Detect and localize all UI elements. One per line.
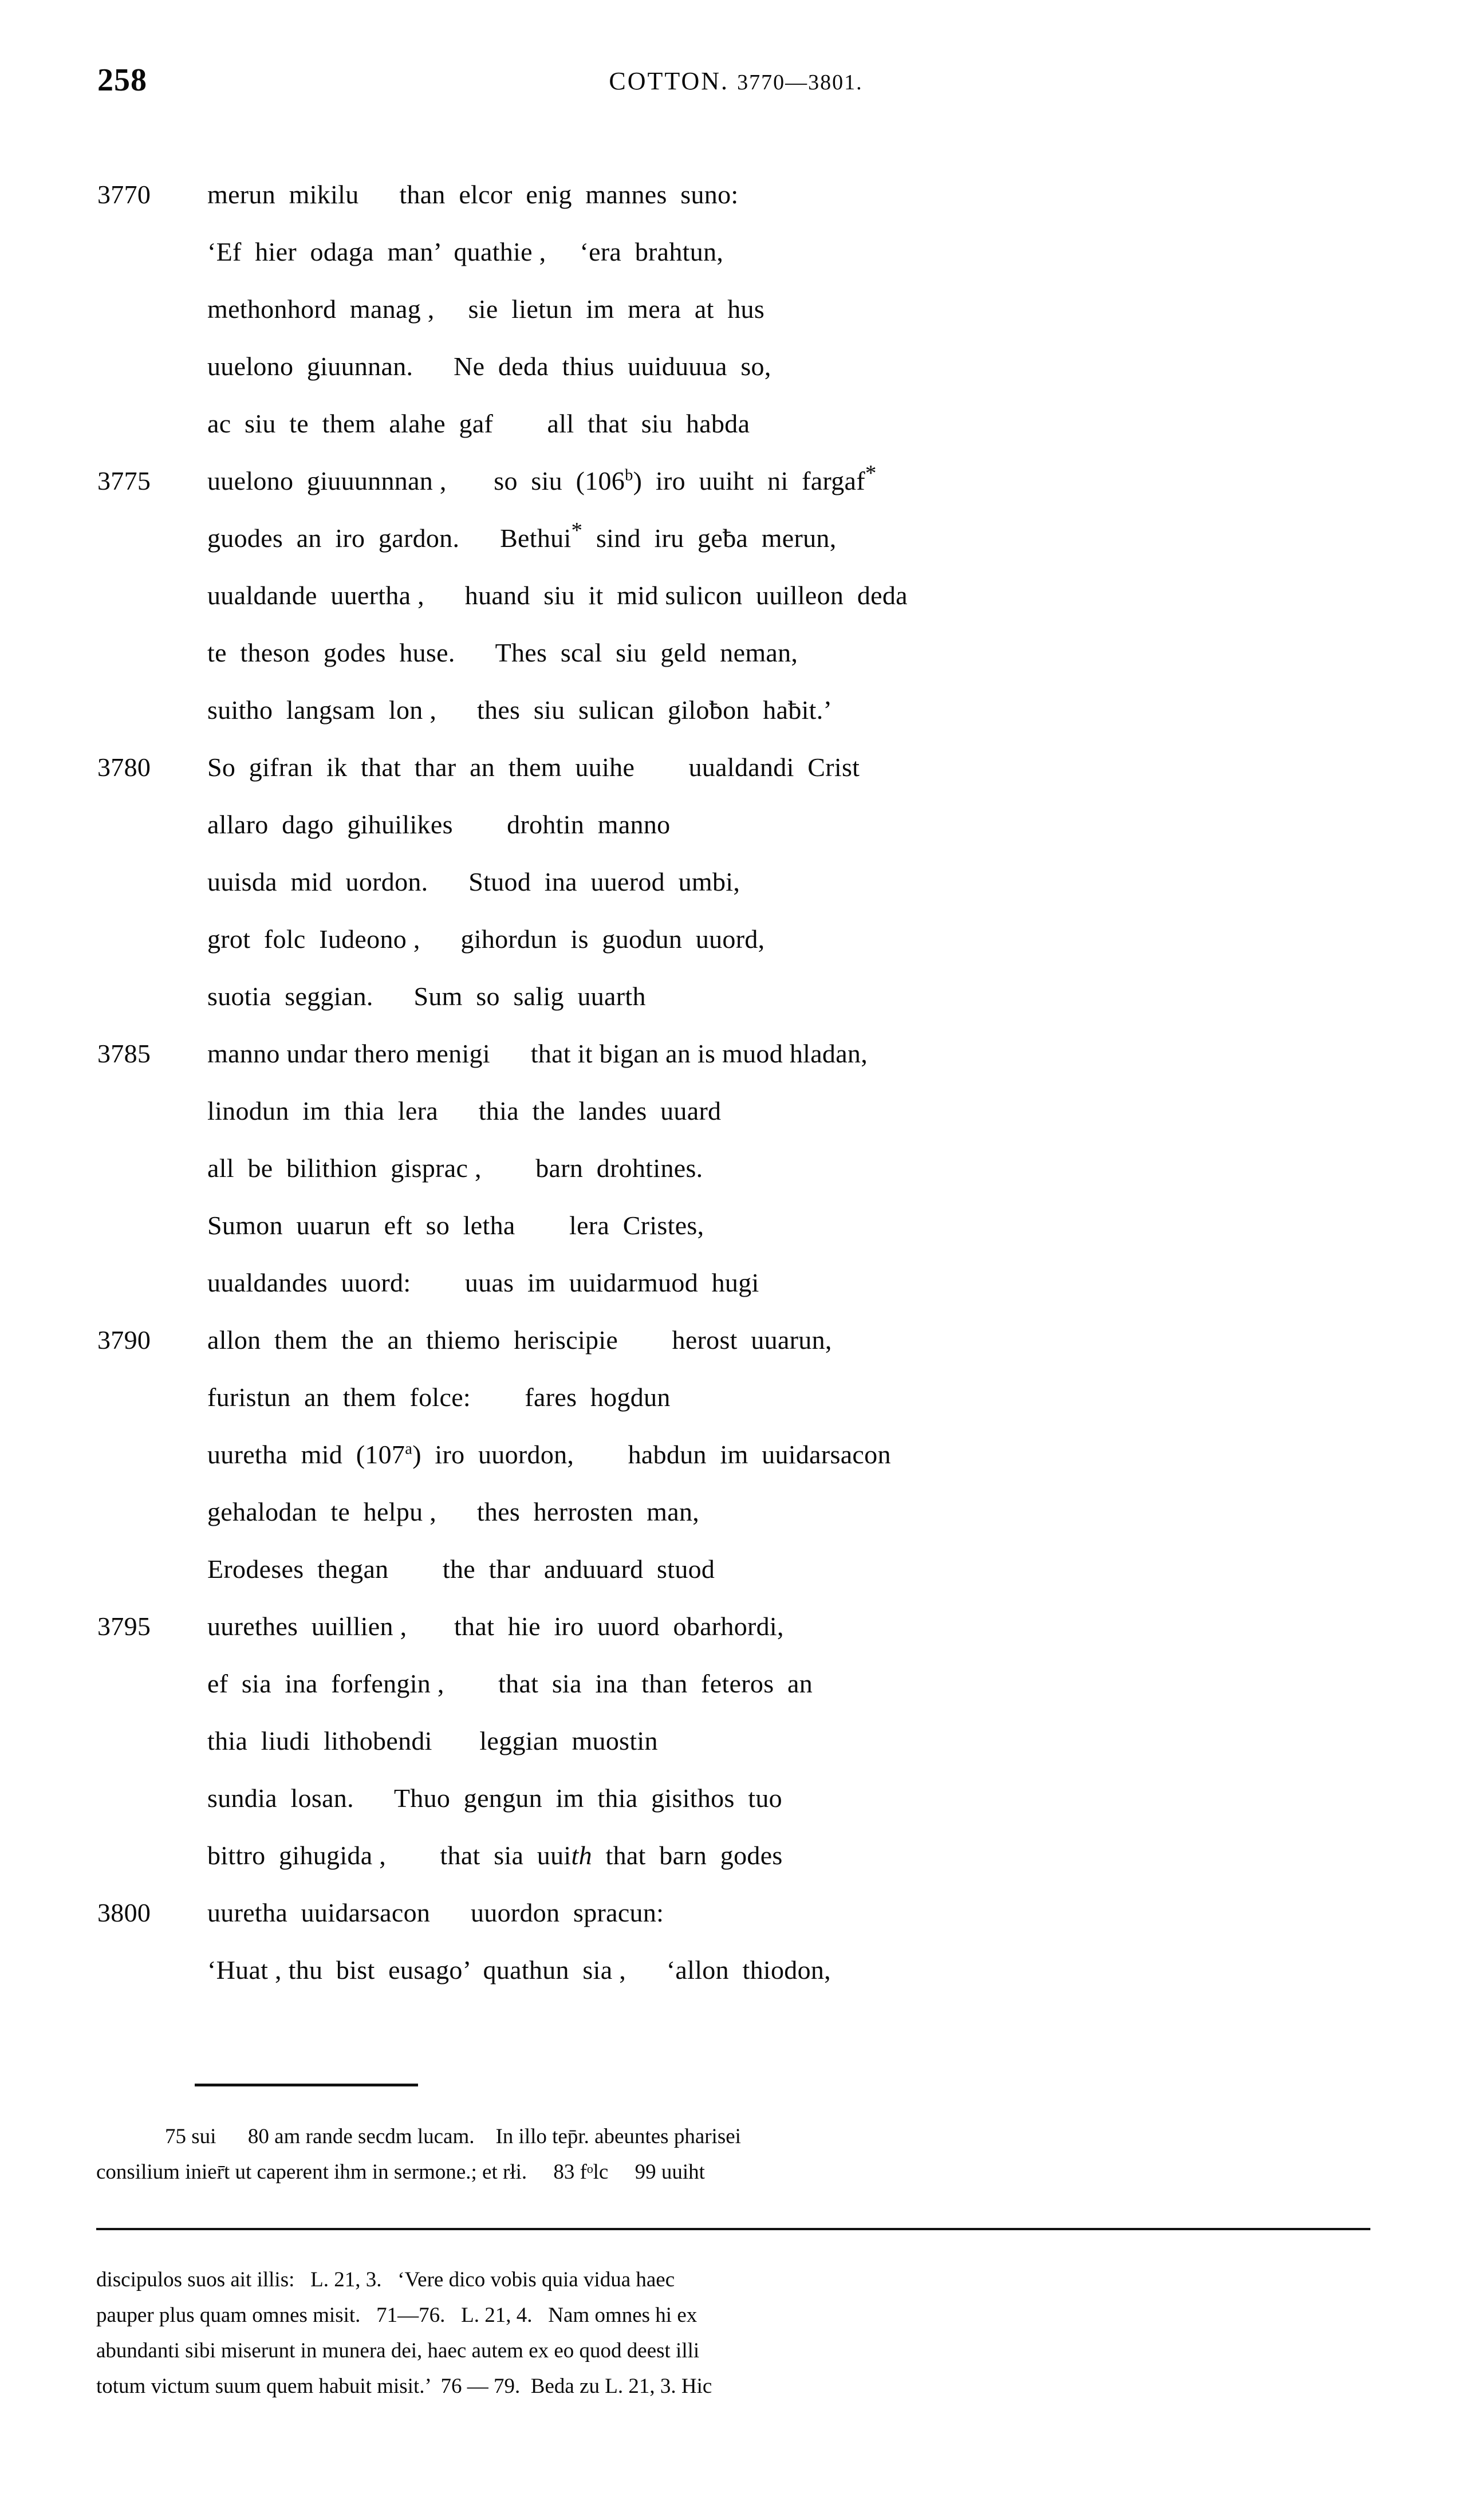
running-head-work: COTTON. [609,67,730,95]
verse-line [97,1140,1392,1197]
verse-line-text: guodes an iro gardon. Bethui* sind iru geƀa merun, [207,518,837,553]
commentary-footnote [96,2262,1379,2404]
verse-line [97,1369,1392,1426]
verse-line [97,1884,1392,1942]
commentary-line: abundanti sibi miserunt in munera dei, haec autem ex eo quod deest illi [96,2339,700,2362]
verse-line [97,1827,1392,1884]
verse-line [97,452,1392,510]
running-head-title [97,69,1374,94]
verse-line-text: uuisda mid uordon. Stuod ina uuerod umbi, [207,867,740,896]
verse-line [97,1770,1392,1827]
verse-line-text: Sumon uuarun eft so letha lera Cristes, [207,1211,704,1240]
verse-line-number: 3780 [97,753,151,782]
verse-line-text: bittro gihugida , that sia uuith that barn godes [207,1841,783,1870]
verse-line-text: suitho langsam lon , thes siu sulican giloƀon haƀit.’ [207,695,833,724]
verse-line-text: gehalodan te helpu , thes herrosten man, [207,1497,700,1526]
critical-apparatus [96,2119,1376,2190]
verse-line-text: uurethes uuillien , that hie iro uuord obarhordi, [207,1612,784,1641]
verse-line-text: ac siu te them alahe gaf all that siu habda [207,409,750,438]
verse-line-text: uualdande uuertha , huand siu it mid sulicon uuilleon deda [207,581,908,610]
page-number: 258 [97,62,147,98]
verse-line [97,1598,1392,1655]
verse-line-text: uuelono giuunnan. Ne deda thius uuiduuua so, [207,352,771,381]
verse-line [97,1197,1392,1254]
apparatus-line: consilium inier̄t ut caperent ihm in sermone.; et rłi. 83 fᵒlc 99 uuiht [96,2160,705,2184]
verse-line [97,338,1392,395]
verse-line [97,682,1392,739]
verse-line-number: 3800 [97,1898,151,1927]
verse-line-text: thia liudi lithobendi leggian muostin [207,1726,658,1755]
verse-line-number: 3770 [97,180,151,209]
verse-line [97,1082,1392,1140]
verse-line-text: grot folc Iudeono , gihordun is guodun uuord, [207,924,765,954]
verse-line-text: manno undar thero menigi that it bigan an is muod hladan, [207,1039,868,1068]
verse-line [97,223,1392,281]
verse-line [97,1254,1392,1312]
verse-line-text: methonhord manag , sie lietun im mera at hus [207,294,765,324]
verse-line-text: allaro dago gihuilikes drohtin manno [207,810,671,839]
verse-line [97,1312,1392,1369]
verse-line [97,1942,1392,1999]
verse-line-number: 3775 [97,466,151,495]
running-head-line-range: 3770—3801. [737,70,863,94]
verse-line [97,510,1392,567]
verse-line-text: uualdandes uuord: uuas im uuidarmuod hugi [207,1268,759,1297]
verse-line-text: linodun im thia lera thia the landes uuard [207,1096,722,1125]
verse-line [97,624,1392,682]
verse-line [97,853,1392,911]
verse-line-number: 3785 [97,1039,151,1068]
commentary-line: totum victum suum quem habuit misit.’ 76 — 79. Beda zu L. 21, 3. Hic [96,2375,712,2398]
verse-line-text: ‘Huat , thu bist eusago’ quathun sia , ‘allon thiodon, [207,1955,831,1984]
verse-line [97,1655,1392,1712]
verse-line [97,567,1392,624]
verse-line-text: uuretha mid (107$^a$) iro uuordon, habdun im uuidarsacon [207,1440,891,1469]
apparatus-divider-rule [195,2084,418,2086]
verse-line-text: suotia seggian. Sum so salig uuarth [207,982,646,1011]
verse-line-text: ‘Ef hier odaga man’ quathie , ‘era brahtun, [207,237,724,266]
verse-line [97,911,1392,968]
verse-line-text: sundia losan. Thuo gengun im thia gisithos tuo [207,1783,782,1813]
apparatus-line: 75 sui 80 am rande secdm lucam. In illo tep̄r. abeuntes pharisei [165,2125,741,2148]
verse-line [97,1483,1392,1541]
verse-line-number: 3795 [97,1612,151,1641]
verse-line-text: Erodeses thegan the thar anduuard stuod [207,1554,715,1584]
verse-line-text: So gifran ik that thar an them uuihe uualdandi Crist [207,753,860,782]
verse-line [97,166,1392,223]
verse-line [97,796,1392,853]
verse-line [97,1541,1392,1598]
verse-line-text: uuelono giuuunnnan , so siu (106$^b$) iro uuiht ni fargaf* [207,460,877,495]
verse-line [97,739,1392,796]
verse-line-text: all be bilithion gisprac , barn drohtines. [207,1153,703,1183]
verse-line-text: allon them the an thiemo heriscipie herost uuarun, [207,1325,832,1354]
verse-line [97,968,1392,1025]
commentary-line: pauper plus quam omnes misit. 71—76. L. 21, 4. Nam omnes hi ex [96,2304,697,2327]
commentary-divider-rule [96,2228,1370,2230]
verse-line [97,1426,1392,1483]
verse-line-text: ef sia ina forfengin , that sia ina than feteros an [207,1669,813,1698]
verse-line [97,281,1392,338]
verse-line-text: furistun an them folce: fares hogdun [207,1383,671,1412]
verse-text-block [97,166,1392,1999]
verse-line [97,395,1392,452]
verse-line-text: merun mikilu than elcor enig mannes suno: [207,180,739,209]
commentary-line: discipulos suos ait illis: L. 21, 3. ‘Vere dico vobis quia vidua haec [96,2268,675,2291]
verse-line-text: te theson godes huse. Thes scal siu geld neman, [207,638,798,667]
verse-line [97,1712,1392,1770]
verse-line [97,1025,1392,1082]
verse-line-text: uuretha uuidarsacon uuordon spracun: [207,1898,664,1927]
verse-line-number: 3790 [97,1325,151,1354]
running-head [97,64,1374,104]
